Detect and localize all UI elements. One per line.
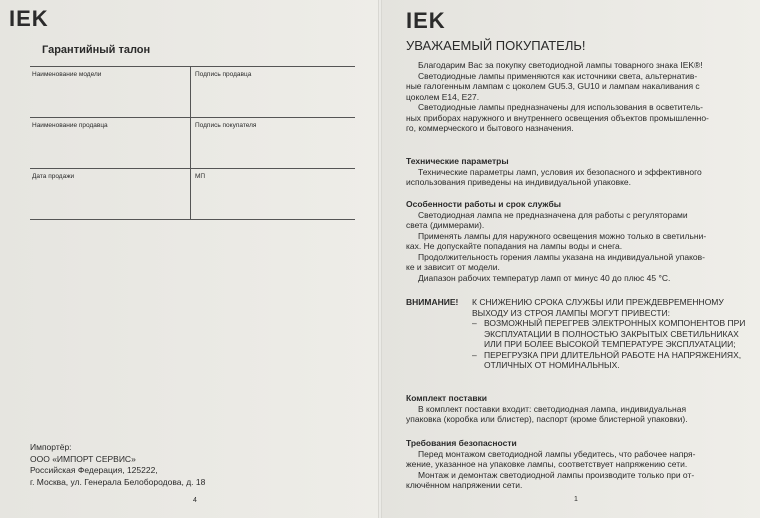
warranty-title: Гарантийный талон bbox=[42, 44, 151, 56]
iek-logo: IEK bbox=[9, 6, 49, 31]
model-name-label: Наименование модели bbox=[32, 71, 102, 78]
warning-item: – ВОЗМОЖНЫЙ ПЕРЕГРЕВ ЭЛЕКТРОННЫХ КОМПОНЕНТОВ ПРИ ЭКСПЛУАТАЦИИ В ПОЛНОСТЬЮ ЗАКРЫТЫХ СВЕТИЛЬНИКАХ ИЛИ ПРИ БОЛЕЕ ВЫСОКОЙ ТЕМПЕРАТУРЕ ЭКСПЛУАТАЦИИ; bbox=[472, 318, 754, 350]
section-heading: Требования безопасности bbox=[406, 438, 517, 448]
stamp-label: МП bbox=[195, 173, 206, 180]
section-heading: Технические параметры bbox=[406, 156, 509, 166]
seller-signature-label: Подпись продавца bbox=[195, 71, 252, 78]
iek-logo: IEK bbox=[406, 8, 446, 33]
table-row bbox=[30, 118, 355, 169]
section-heading: Комплект поставки bbox=[406, 393, 488, 403]
kit-section: Комплект поставки В комплект поставки входит: светодиодная лампа, индивидуальная упаковка (коробка или блистер), паспорт (кроме блистерной упаковки). bbox=[406, 393, 756, 425]
buyer-signature-label: Подпись покупателя bbox=[195, 122, 257, 129]
table-row bbox=[30, 169, 355, 220]
page-number: 4 bbox=[193, 497, 197, 504]
page-title: УВАЖАЕМЫЙ ПОКУПАТЕЛЬ! bbox=[406, 38, 586, 53]
info-page bbox=[380, 0, 760, 518]
warning-block: К СНИЖЕНИЮ СРОКА СЛУЖБЫ ИЛИ ПРЕЖДЕВРЕМЕННОМУ ВЫХОДУ ИЗ СТРОЯ ЛАМПЫ МОГУТ ПРИВЕСТИ: – ВОЗМОЖНЫЙ ПЕРЕГРЕВ ЭЛЕКТРОННЫХ КОМПОНЕНТОВ ПРИ ЭКСПЛУАТАЦИИ В ПОЛНОСТЬЮ ЗАКРЫТЫХ СВЕТИЛЬНИКАХ ИЛИ ПРИ БОЛЕЕ ВЫСОКОЙ ТЕМПЕРАТУРЕ ЭКСПЛУАТАЦИИ; – ПЕРЕГРУЗКА ПРИ ДЛИТЕЛЬНОЙ РАБОТЕ НА НАПРЯЖЕНИЯХ, ОТЛИЧНЫХ ОТ НОМИНАЛЬНЫХ. bbox=[472, 297, 754, 371]
warning-label: ВНИМАНИЕ! bbox=[406, 297, 459, 307]
intro-section: Благодарим Вас за покупку светодиодной лампы товарного знака IEK®! Светодиодные лампы применяются как источники света, альтернатив- ные галогенным лампам с цоколем GU5.3, GU10 и лампам накаливания с цоколем E14, E27. Светодиодные лампы предназначены для использования в осветитель- ных приборах наружного и внутреннего освещения объектов промышленно- го, коммерческого и бытового назначения. bbox=[406, 60, 709, 133]
section-heading: Особенности работы и срок службы bbox=[406, 199, 561, 209]
importer-block: Импортёр: ООО «ИМПОРТ СЕРВИС» Российская Федерация, 125222, г. Москва, ул. Генерала Белобородова, д. 18 bbox=[30, 442, 206, 487]
page-number: 1 bbox=[574, 496, 578, 503]
features-section: Особенности работы и срок службы Светодиодная лампа не предназначена для работы с регуляторами света (диммерами). Применять лампы для наружного освещения можно только в светильни- ках. Не допускайте попадания на лампы воды и снега. Продолжительность горения лампы указана на индивидуальной упаков- ке и зависит от модели. Диапазон рабочих температур ламп от минус 40 до плюс 45 °С. bbox=[406, 199, 756, 283]
warranty-table bbox=[30, 66, 355, 220]
sale-date-label: Дата продажи bbox=[32, 173, 75, 180]
warning-item: – ПЕРЕГРУЗКА ПРИ ДЛИТЕЛЬНОЙ РАБОТЕ НА НАПРЯЖЕНИЯХ, ОТЛИЧНЫХ ОТ НОМИНАЛЬНЫХ. bbox=[472, 350, 754, 371]
page-fold bbox=[378, 0, 382, 518]
tech-section: Технические параметры Технические параметры ламп, условия их безопасного и эффективного использования приведены на индивидуальной упаковке. bbox=[406, 156, 756, 188]
seller-name-label: Наименование продавца bbox=[32, 122, 108, 129]
safety-section: Требования безопасности Перед монтажом светодиодной лампы убедитесь, что рабочее напря- жение, указанное на упаковке лампы, соответствует напряжению сети. Монтаж и демонтаж светодиодной лампы производите только при от- ключённом напряжении сети. bbox=[406, 438, 756, 491]
table-row bbox=[30, 67, 355, 118]
